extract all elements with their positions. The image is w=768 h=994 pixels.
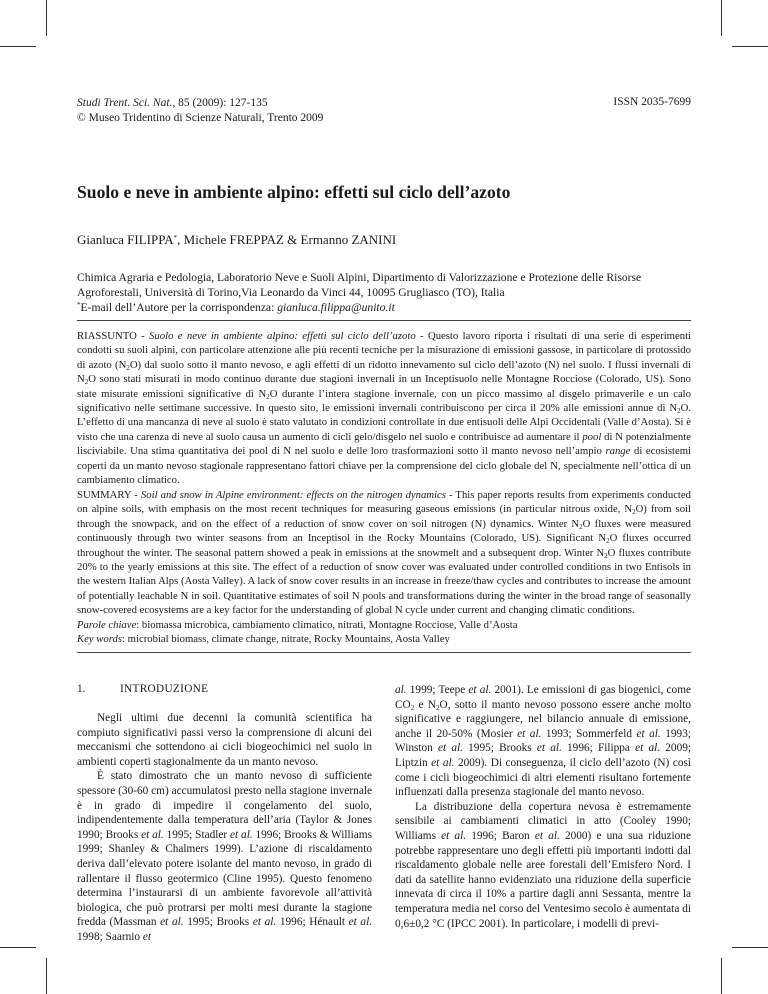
abstract-label: RIASSUNTO - [77,330,150,342]
abstract-text: range [605,445,631,458]
divider [77,652,691,653]
affiliation-line: Agroforestali, Università di Torino,Via Leonardo da Vinci 44, 10095 Grugliasco (TO), Italia [77,285,505,299]
abstract-text: di ecosistemi coperti da un manto nevoso stagionale rappresentano fattori chiave per la comprensione del ciclo globale del N, specialmente nell’ottica di un cambiamento climatico. [77,445,691,487]
body-column-right [395,683,691,931]
paper-title: Suolo e neve in ambiente alpino: effetti sul ciclo dell’azoto [77,182,511,202]
abstract-text: O sono stati misurati in modo continuo durante due stagioni invernali in un Inceptisuolo nelle Montagne Rocciose (Colorado, US). Sono state misurate emissioni significative di N [77,373,691,400]
affiliation [77,271,697,315]
author-list [77,232,396,248]
abstract-text: O durante l’intera stagione invernale, con un picco massimo al disgelo primaverile e un calo significativo nelle settimane successive. In questo sito, le emissioni invernali contribuiscono per circa il 20% alle emissioni annue di N [77,387,691,415]
email-label: E-mail dell’Autore per la corrispondenza: [80,300,278,314]
crop-mark [721,958,722,994]
author-name: Gianluca FILIPPA [77,232,174,247]
keywords-text: : microbial biomass, climate change, nitrate, Rocky Mountains, Aosta Valley [122,633,450,646]
body-paragraph: È stato dimostrato che un manto nevoso di sufficiente spessore (30-60 cm) accumulatosi presto nella stagione invernale è in grado di impedire il congelamento del suolo, indipendentemente dalla temperatura dell’aria (Taylor & Jones 1990; Brooks et al. 1995; Stadler et al. 1996; Brooks & Williams 1999; Shanley & Chalmers 1999). L’azione di riscaldamento deriva dall’elevato potere isolante del manto nevoso, in grado di rallentare il flusso geotermico (Cline 1995). Questo fenomeno determina l’instaurarsi di un ambiente favorevole all’attività biologica, che può protrarsi per molti mesi durante la stagione fredda (Massman et al. 1995; Brooks et al. 1996; Hénault et al. 1998; Saarnio et [77,770,373,943]
volume-pages: , 85 (2009): 127-135 [172,97,268,109]
journal-citation [77,96,323,126]
corresponding-mark: * [77,300,81,309]
body-paragraph: La distribuzione della copertura nevosa è estremamente sensibile ai cambiamenti climatici in atto (Cooley 1990; Williams et al. 1996; Baron et al. 2000) e una sua riduzione potrebbe rappresentare uno degli effetti più importanti indotti dal riscaldamento globale nelle aree forestali dell’Emisfero Nord. I dati da satellite hanno evidenziato una riduzione della superficie innevata di circa il 10% a partire dagli anni Sessanta, mentre la temperatura media nel corso del Ventesimo secolo è aumentata di 0,6±0,2 °C (IPCC 2001). In particolare, i modelli di previ- [395,800,691,930]
riassunto-abstract: RIASSUNTO - Suolo e neve in ambiente alpino: effetti sul ciclo dell’azoto - Questo lavoro riporta i risultati di una serie di esperimenti condotti su suoli alpini, con particolare attenzione alle più recenti tecniche per la misurazione di emissioni gassose, in particolare di protossido di azoto $(N_2O)$ dal suolo sotto il manto nevoso, e agli effetti di un ridotto innevamento sul ciclo dell’azoto (N) nel suolo. I flussi invernali di $N_2O$ sono stati misurati in modo continuo durante due stagioni invernali in un Inceptisuolo nelle Montagne Rocciose (Colorado, US). Sono state misurate emissioni significative di $N_2O$ durante l’intera stagione invernale, con un picco massimo al disgelo primaverile e un calo significativo nelle settimane successive. In questo sito, le emissioni invernali contribuiscono per circa il 20% alle emissioni annue di $N_2O$. L’effetto di una mancanza di neve al suolo è stato valutato in condizioni controllate in due entisuoli delle Alpi Occidentali (Valle d’Aosta). Si è visto che una carenza di neve al suolo causa un aumento di cicli gelo/disgelo nel suolo e contribuisce ad aumentare il pool di N potenzialmente lisciviabile. Una stima quantitativa dei pool di N nel suolo e delle loro trasformazioni sotto il manto nevoso nell’ampio range di ecosistemi coperti da un manto nevoso stagionale rappresentano fattori chiave per la comprensione del ciclo globale del N, specialmente nell’ottica di un cambiamento climatico. [77,330,692,487]
email-link[interactable]: gianluca.filippa@unito.it [277,300,395,314]
crop-mark [46,958,47,994]
keywords-text: : biomassa microbica, cambiamento climatico, nitrati, Montagne Rocciose, Valle d’Aosta [136,619,518,631]
abstract-label: SUMMARY - [77,489,141,501]
abstract-text: O fluxes contribute 20% to the yearly emissions at this site. The effect of a reduction of snow cover was evaluated under controlled conditions in two Entisols in the western Italian Alps (Aosta Valley). A lack of snow cover results in an increase in freeze/thaw cycles and contributes to increase the amount of potentially leachable N in soil. Quantitative estimates of soil N pools and transformations during the winter in the broad range of seasonally snow-covered ecosystems are a key factor for the understanding of global N cycle under current and changing climatic conditions. [77,546,691,617]
body-paragraph: Negli ultimi due decenni la comunità scientifica ha compiuto significativi passi verso la comprensione di alcuni dei meccanismi che sottendono ai cicli biogeochimici nel suolo in ambienti coperti stagionalmente da un manto nevoso. [77,712,372,768]
divider [77,320,691,321]
abstract-text: pool [582,430,602,443]
email-line [77,301,697,316]
affiliation-line: Chimica Agraria e Pedologia, Laboratorio Neve e Suoli Alpini, Dipartimento di Valorizzazione e Protezione delle Risorse [77,271,642,284]
body-paragraph: al. 1999; Teepe et al. 2001). Le emissioni di gas biogenici, come $CO_2$ e $N_2O$, sotto il manto nevoso possono essere anche molto significative e raggiungere, nel bilancio annuale di emissione, anche il 20-50% (Mosier et al. 1993; Sommerfeld et al. 1993; Winston et al. 1995; Brooks et al. 1996; Filippa et al. 2009; Liptzin et al. 2009). Di conseguenza, il ciclo dell’azoto (N) così come i cicli biogeochimici di altri elementi risultano fortemente influenzati dalla presenza stagionale del manto nevoso. [395,684,692,799]
abstract-title: Soil and snow in Alpine environment: effects on the nitrogen dynamics [140,489,446,501]
section-title: INTRODUZIONE [120,683,209,695]
journal-name: Studi Trent. Sci. Nat. [77,97,173,109]
summary-abstract: SUMMARY - Soil and snow in Alpine environment: effects on the nitrogen dynamics - This paper reports results from experiments conducted on alpine soils, with emphasis on the most recent techniques for measuring gaseous emissions (in particular nitrous oxide, $N_2O$) from soil through the snowpack, and on the effect of a reduction of snow cover on soil nitrogen (N) dynamics. Winter $N_2O$ fluxes were measured continuously through two winter seasons from an Inceptisol in the Rocky Mountains (Colorado, US). Significant $N_2O$ fluxes occurred throughout the winter. The seasonal pattern showed a peak in emissions at the snowmelt and a subsequent drop. Winter $N_2O$ fluxes contribute 20% to the yearly emissions at this site. The effect of a reduction of snow cover was evaluated under controlled conditions in two Entisols in the western Italian Alps (Aosta Valley). A lack of snow cover results in an increase in freeze/thaw cycles and contributes to increase the amount of potentially leachable N in soil. Quantitative estimates of soil N pools and transformations during the winter in the broad range of seasonally snow-covered ecosystems are a key factor for the understanding of global N cycle under current and changing climatic conditions. [77,489,691,617]
crop-mark [732,947,768,948]
abstract-text: O) from soil through the snowpack, and on the effect of a reduction of snow cover on soil nitrogen (N) dynamics. Winter N [77,503,691,530]
abstract-text: O. L’effetto di una mancanza di neve al suolo è stato valutato in condizioni controllate in due entisuoli delle Alpi Occidentali (Valle d’Aosta). Si è visto che una carenza di neve al suolo causa un aumento di cicli gelo/disgelo nel suolo e contribuisce ad aumentare il [77,402,691,443]
corresponding-mark: * [173,234,178,242]
keywords-label: Parole chiave [77,619,137,631]
abstract-text: - Questo lavoro riporta i risultati di una serie di esperimenti condotti su suoli alpini, con particolare attenzione alle più recenti tecniche per la misurazione di emissioni gassose, in particolare di protossido di azoto (N [77,330,692,371]
crop-mark [0,46,36,47]
abstract-text: O fluxes occurred throughout the winter. The seasonal pattern showed a peak in emissions at the snowmelt and a subsequent drop. Winter N [77,532,691,559]
keywords-label: Key words [77,633,123,646]
issn: ISSN 2035-7699 [613,96,691,108]
publisher: © Museo Tridentino di Scienze Naturali, Trento 2009 [77,112,324,124]
abstract-text: O) dal suolo sotto il manto nevoso, e agli effetti di un ridotto innevamento sul ciclo dell’azoto (N) nel suolo. I flussi invernali di N [77,358,691,386]
abstract-text: di N potenzialmente lisciviabile. Una stima quantitativa dei pool di N nel suolo e delle loro trasformazioni sotto il manto nevoso nell’ampio [77,430,691,458]
crop-mark [46,0,47,36]
abstract-title: Suolo e neve in ambiente alpino: effetti sul ciclo dell’azoto [149,330,416,342]
abstract-text: - This paper reports results from experiments conducted on alpine soils, with emphasis on the most recent techniques for measuring gaseous emissions (in particular nitrous oxide, N [77,489,691,516]
author-names: , Michele FREPPAZ & Ermanno ZANINI [177,232,397,247]
crop-mark [0,947,36,948]
abstract-text: O fluxes were measured continuously through two winter seasons from an Inceptisol in the Rocky Mountains (Colorado, US). Significant N [77,517,691,545]
crop-mark [721,0,722,36]
section-number: 1. [77,683,86,695]
crop-mark [732,46,768,47]
body-column-left [77,711,372,945]
keywords [77,618,691,647]
